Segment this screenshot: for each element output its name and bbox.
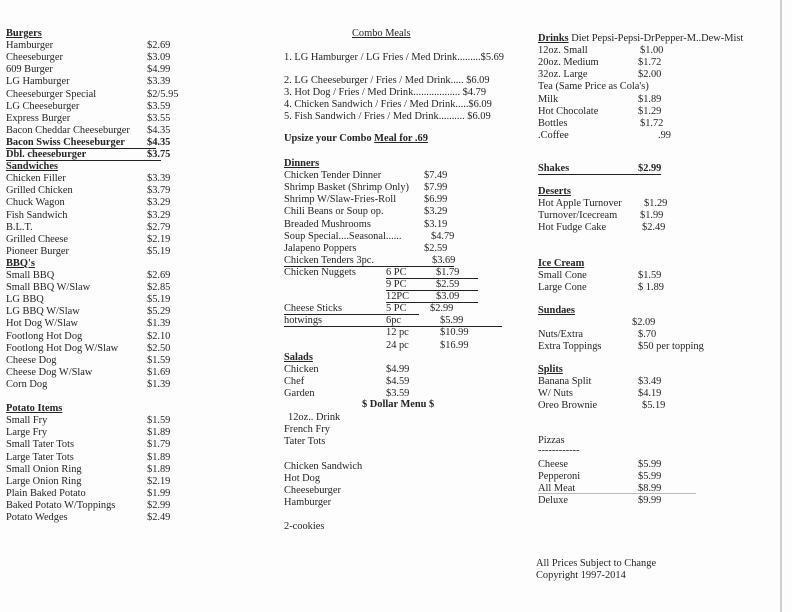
item-name: Express Burger [6,112,71,124]
item-price: $1.89 [147,427,171,439]
item-price: $3.49 [638,376,662,388]
item-name: Soup Special....Seasonal...... [284,230,402,242]
combo-text: 4. Chicken Sandwich / Fries / Med Drink.....$6.09 [284,99,492,110]
item-name: Small Tater Tots [6,439,75,451]
item-price: $2.85 [147,282,171,294]
item-name: Extra Toppings [538,341,602,353]
item-name: Large Onion Ring [6,475,82,487]
item-name: Deluxe [538,495,569,507]
item-name: Turnover/Icecream [538,210,618,222]
item-price: $5.99 [440,315,464,327]
item-price: $1.99 [147,487,171,499]
item-price: $6.99 [424,194,448,206]
item-price: $3.09 [147,52,171,64]
item-size: 24 pc [386,339,409,351]
item-name: Hot Chocolate [538,105,599,117]
item-price: $1.79 [436,266,460,278]
section-title: Dinners [284,158,320,169]
item-name: Milk [538,93,559,105]
item-price: $1.72 [640,117,664,129]
item-name: Chef [284,375,305,387]
item-size: 5 PC [386,303,407,315]
item-name: LG Hamburger [6,76,70,88]
item-price: $1.29 [638,105,662,117]
item-price: $1.39 [147,378,171,390]
item-price: $7.49 [424,170,448,182]
section-title: Combo Meals [352,28,411,39]
item-price: $3.55 [147,112,171,124]
section-title: Sandwiches [6,161,58,173]
item-price: $2.59 [424,242,448,254]
item-name: Hamburger [284,496,332,508]
item-name: Jalapeno Poppers [284,242,357,254]
item-name: Banana Split [538,376,592,388]
drinks-brands: Diet Pepsi-Pepsi-DrPepper-M..Dew-Mist [568,33,744,44]
item-name: Small Onion Ring [6,463,82,475]
item-name: Chicken Sandwich [284,460,363,472]
footer-text: All Prices Subject to Change [536,558,657,569]
item-name: Breaded Mushrooms [284,218,371,230]
item-name: Chuck Wagon [6,197,65,209]
item-name: Cheese [538,459,569,470]
item-price: $2.19 [147,475,171,487]
item-price: $1.79 [147,439,171,451]
item-name: Oreo Brownie [538,400,598,412]
item-name: Dbl. cheeseburger [6,149,87,160]
item-price: $4.99 [386,363,410,375]
item-name: Shrimp Basket (Shrimp Only) [284,182,409,194]
menu-item-multi [284,315,502,327]
item-name: Grilled Chicken [6,185,73,197]
item-name: Chicken Nuggets [284,266,356,278]
item-name: Cheeseburger Special [6,88,97,100]
item-name: LG BBQ W/Slaw [6,306,80,318]
menu-item [538,483,696,494]
item-name: Garden [284,387,315,399]
section-title: Sundaes [538,305,575,316]
item-price: $2.49 [147,512,171,523]
item-name: Chili Beans or Soup op. [284,206,384,218]
item-price: $4.99 [147,64,171,76]
item-name: 12oz.. Drink [288,412,341,424]
item-price: $2.69 [147,40,171,52]
item-price: $3.59 [147,100,171,112]
item-name: Bacon Cheddar Cheeseburger [6,124,130,136]
item-price: .99 [658,129,671,141]
item-name: Nuts/Extra [538,329,584,341]
item-name: Pioneer Burger [6,245,70,257]
item-name: LG Cheeseburger [6,100,80,112]
section-title: BBQ's [6,257,35,269]
item-price: $4.35 [147,124,171,136]
shakes-row [538,163,661,175]
item-price: $4.19 [638,388,662,400]
item-name: Small BBQ [6,270,55,281]
item-price: $3.29 [424,206,448,218]
item-size: 12 pc [386,327,409,339]
item-name: Bottles [538,117,568,129]
item-price: $3.29 [147,209,171,221]
item-price: $1.59 [147,354,171,366]
item-size: 6 PC [386,267,478,279]
item-price: $1.59 [147,415,171,427]
item-price: $2.00 [638,69,662,81]
item-name: All Meat [538,483,576,495]
item-name: Large Fry [6,427,48,439]
item-price: $4.79 [431,230,455,242]
item-name: Hamburger [6,40,54,52]
item-price: $3.79 [147,185,171,197]
item-price: $3.09 [436,291,460,303]
item-price: $2.59 [436,279,460,290]
item-name: Hot Dog W/Slaw [6,318,78,330]
section-title: $ Dollar Menu $ [362,399,435,410]
section-title: Deserts [538,186,571,197]
item-name: Small Fry [6,415,48,427]
item-price: $2.99 [638,163,662,174]
item-name: LG BBQ [6,294,44,306]
item-name: Pepperoni [538,471,581,483]
menu-item [284,255,454,267]
item-price: $5.99 [638,459,662,470]
item-price: $5.29 [147,306,171,318]
item-name: B.L.T. [6,221,33,233]
item-name: Chicken Filler [6,173,66,185]
item-name: Hot Dog [284,472,321,484]
item-price: $1.00 [640,45,664,57]
item-name: 20oz. Medium [538,57,599,69]
item-name: Hot Fudge Cake [538,222,607,234]
item-price: $2.69 [147,270,171,281]
item-name: Tea (Same Price as Cola's) [538,81,649,93]
item-name: Corn Dog [6,378,48,390]
item-name: Cheese Dog W/Slaw [6,366,93,378]
item-name: Baked Potato W/Toppings [6,499,116,511]
item-price: $5.19 [642,400,666,412]
item-price: $2.99 [147,499,171,511]
item-name: Hot Apple Turnover [538,198,622,210]
item-name: Cheeseburger [284,484,341,496]
item-price: $3.39 [147,173,171,185]
item-name: Cheeseburger [6,52,63,64]
section-title: Pizzas [538,435,565,446]
item-price: $1.99 [640,210,664,222]
item-price: $1.89 [147,463,171,475]
menu-item [6,149,171,161]
item-price: $3.69 [432,254,456,266]
combo-text: 1. LG Hamburger / LG Fries / Med Drink.........$5.69 [284,52,505,63]
item-price: $2/5.95 [147,88,179,100]
item-size: 12PC [386,291,478,303]
item-price: $1.39 [147,318,171,330]
item-name: Chicken Tenders 3pc. [284,254,374,266]
footer-text: Copyright 1997-2014 [536,570,626,581]
item-name: Large Tater Tots [6,451,74,463]
upsize-text-underlined: Meal for .69 [374,133,428,144]
item-name: Small BBQ W/Slaw [6,282,91,294]
section-title: Salads [284,351,313,363]
item-price: $5.19 [147,294,171,306]
item-size: 9 PC [386,279,478,291]
item-name: Bacon Swiss Cheeseburger [6,136,125,148]
item-name: 32oz. Large [538,69,588,81]
item-price: $1.59 [638,270,662,282]
section-title: Shakes [538,163,570,174]
scan-edge [780,0,782,612]
item-name: Chicken [284,363,319,375]
combo-text: 3. Hot Dog / Fries / Med Drink.................. $4.79 [284,87,487,98]
item-price: $3.75 [147,149,171,160]
item-price: $3.19 [424,218,448,230]
item-name: Cheese Dog [6,354,57,366]
item-price: $1.89 [147,451,171,463]
item-price: $2.49 [642,222,666,234]
upsize-text: Upsize your Combo [284,133,375,144]
divider: ------------ [538,445,580,456]
drinks-heading [538,33,743,45]
item-price: $2.99 [430,303,454,315]
item-name: Fish Sandwich [6,209,68,221]
item-size: 6pc [386,315,402,327]
item-price: $1.69 [147,366,171,378]
item-price: $2.50 [147,342,171,354]
combo-text: 2. LG Cheeseburger / Fries / Med Drink..... $6.09 [284,75,490,86]
item-price: $1.29 [644,198,668,210]
item-price: $7.99 [424,182,448,194]
item-name: W/ Nuts [538,388,573,400]
item-name: Grilled Cheese [6,233,69,245]
item-price: $9.99 [638,495,662,507]
item-price: $2.10 [147,330,171,342]
item-price: $1.89 [638,93,662,105]
item-name: Potato Wedges [6,512,68,523]
item-price: $5.19 [147,245,171,257]
item-price: $ 1.89 [638,282,664,294]
item-name: French Fry [284,424,330,436]
item-price: $4.59 [386,375,410,387]
item-name: Shrimp W/Slaw-Fries-Roll [284,194,397,206]
item-name: Footlong Hot Dog W/Slaw [6,342,119,354]
item-name: Small Cone [538,270,587,282]
item-price: $3.29 [147,197,171,209]
menu-item-multi [284,303,454,315]
item-price: $10.99 [440,327,469,339]
item-name: Plain Baked Potato [6,487,86,499]
item-price: $5.99 [638,471,662,483]
menu-item [6,136,171,149]
item-price: $16.99 [440,339,469,351]
item-price: $3.39 [147,76,171,88]
item-price: $8.99 [638,483,662,495]
item-price: $3.59 [386,387,410,399]
item-name: hotwings [284,315,323,327]
item-name: 12oz. Small [538,45,588,57]
upsize-note [284,133,428,145]
item-price: $4.35 [147,136,171,148]
item-price: $2.09 [632,317,656,329]
item-name: Cheese Sticks [284,303,343,315]
section-title: Potato Items [6,403,63,415]
section-title: Ice Cream [538,258,585,269]
item-price: $50 per topping [638,341,704,353]
item-name: Footlong Hot Dog [6,330,83,342]
item-name: 2-cookies [284,521,325,532]
item-price: $1.72 [638,57,662,69]
item-price: $2.19 [147,233,171,245]
item-name: .Coffee [538,129,569,141]
item-name: 609 Burger [6,64,53,76]
item-name: Tater Tots [284,436,326,448]
item-name: Large Cone [538,282,587,294]
section-title: Burgers [6,28,42,39]
item-name: Chicken Tender Dinner [284,170,382,182]
item-price: $2.79 [147,221,171,233]
item-price: $.70 [638,329,657,341]
combo-text: 5. Fish Sandwich / Fries / Med Drink.......... $6.09 [284,111,491,122]
section-title: Splits [538,364,563,375]
section-title: Drinks [538,33,569,44]
